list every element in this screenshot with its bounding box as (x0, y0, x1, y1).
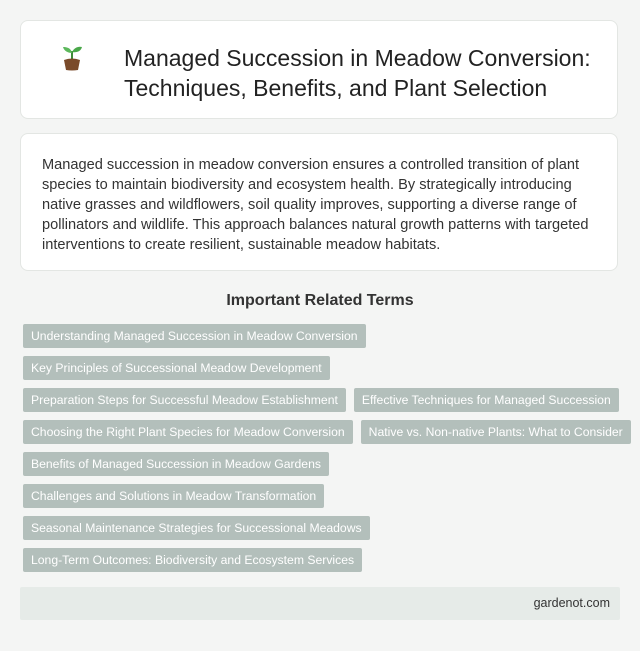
related-term-tag[interactable]: Seasonal Maintenance Strategies for Successional Meadows (23, 516, 370, 540)
related-terms-list (23, 324, 623, 580)
related-term-tag[interactable]: Understanding Managed Succession in Meadow Conversion (23, 324, 366, 348)
related-term-tag[interactable]: Preparation Steps for Successful Meadow Establishment (23, 388, 346, 412)
related-term-tag[interactable]: Effective Techniques for Managed Succession (354, 388, 619, 412)
related-terms-heading: Important Related Terms (226, 292, 414, 309)
related-term-tag[interactable]: Key Principles of Successional Meadow Development (23, 356, 330, 380)
title-card (20, 20, 618, 119)
related-term-tag[interactable]: Choosing the Right Plant Species for Meadow Conversion (23, 420, 353, 444)
site-link[interactable]: gardenot.com (533, 596, 610, 610)
related-term-tag[interactable]: Benefits of Managed Succession in Meadow Gardens (23, 452, 329, 476)
footer-bar (20, 587, 620, 620)
related-term-tag[interactable]: Long-Term Outcomes: Biodiversity and Ecosystem Services (23, 548, 362, 572)
sprout-icon (61, 45, 83, 71)
title-block (61, 43, 601, 103)
intro-card (20, 133, 618, 271)
intro-paragraph: Managed succession in meadow conversion ensures a controlled transition of plant species to maintain biodiversity and ecosystem health. By strategically introducing native grasses and wildflowers, soil quality improves, supporting a diverse range of pollinators and wildlife. This approach balances natural growth patterns with targeted interventions to create resilient, sustainable meadow habitats. (42, 157, 589, 253)
page-title: Managed Succession in Meadow Conversion: Techniques, Benefits, and Plant Selection (124, 45, 591, 101)
related-term-tag[interactable]: Native vs. Non-native Plants: What to Consider (361, 420, 631, 444)
related-term-tag[interactable]: Challenges and Solutions in Meadow Transformation (23, 484, 324, 508)
